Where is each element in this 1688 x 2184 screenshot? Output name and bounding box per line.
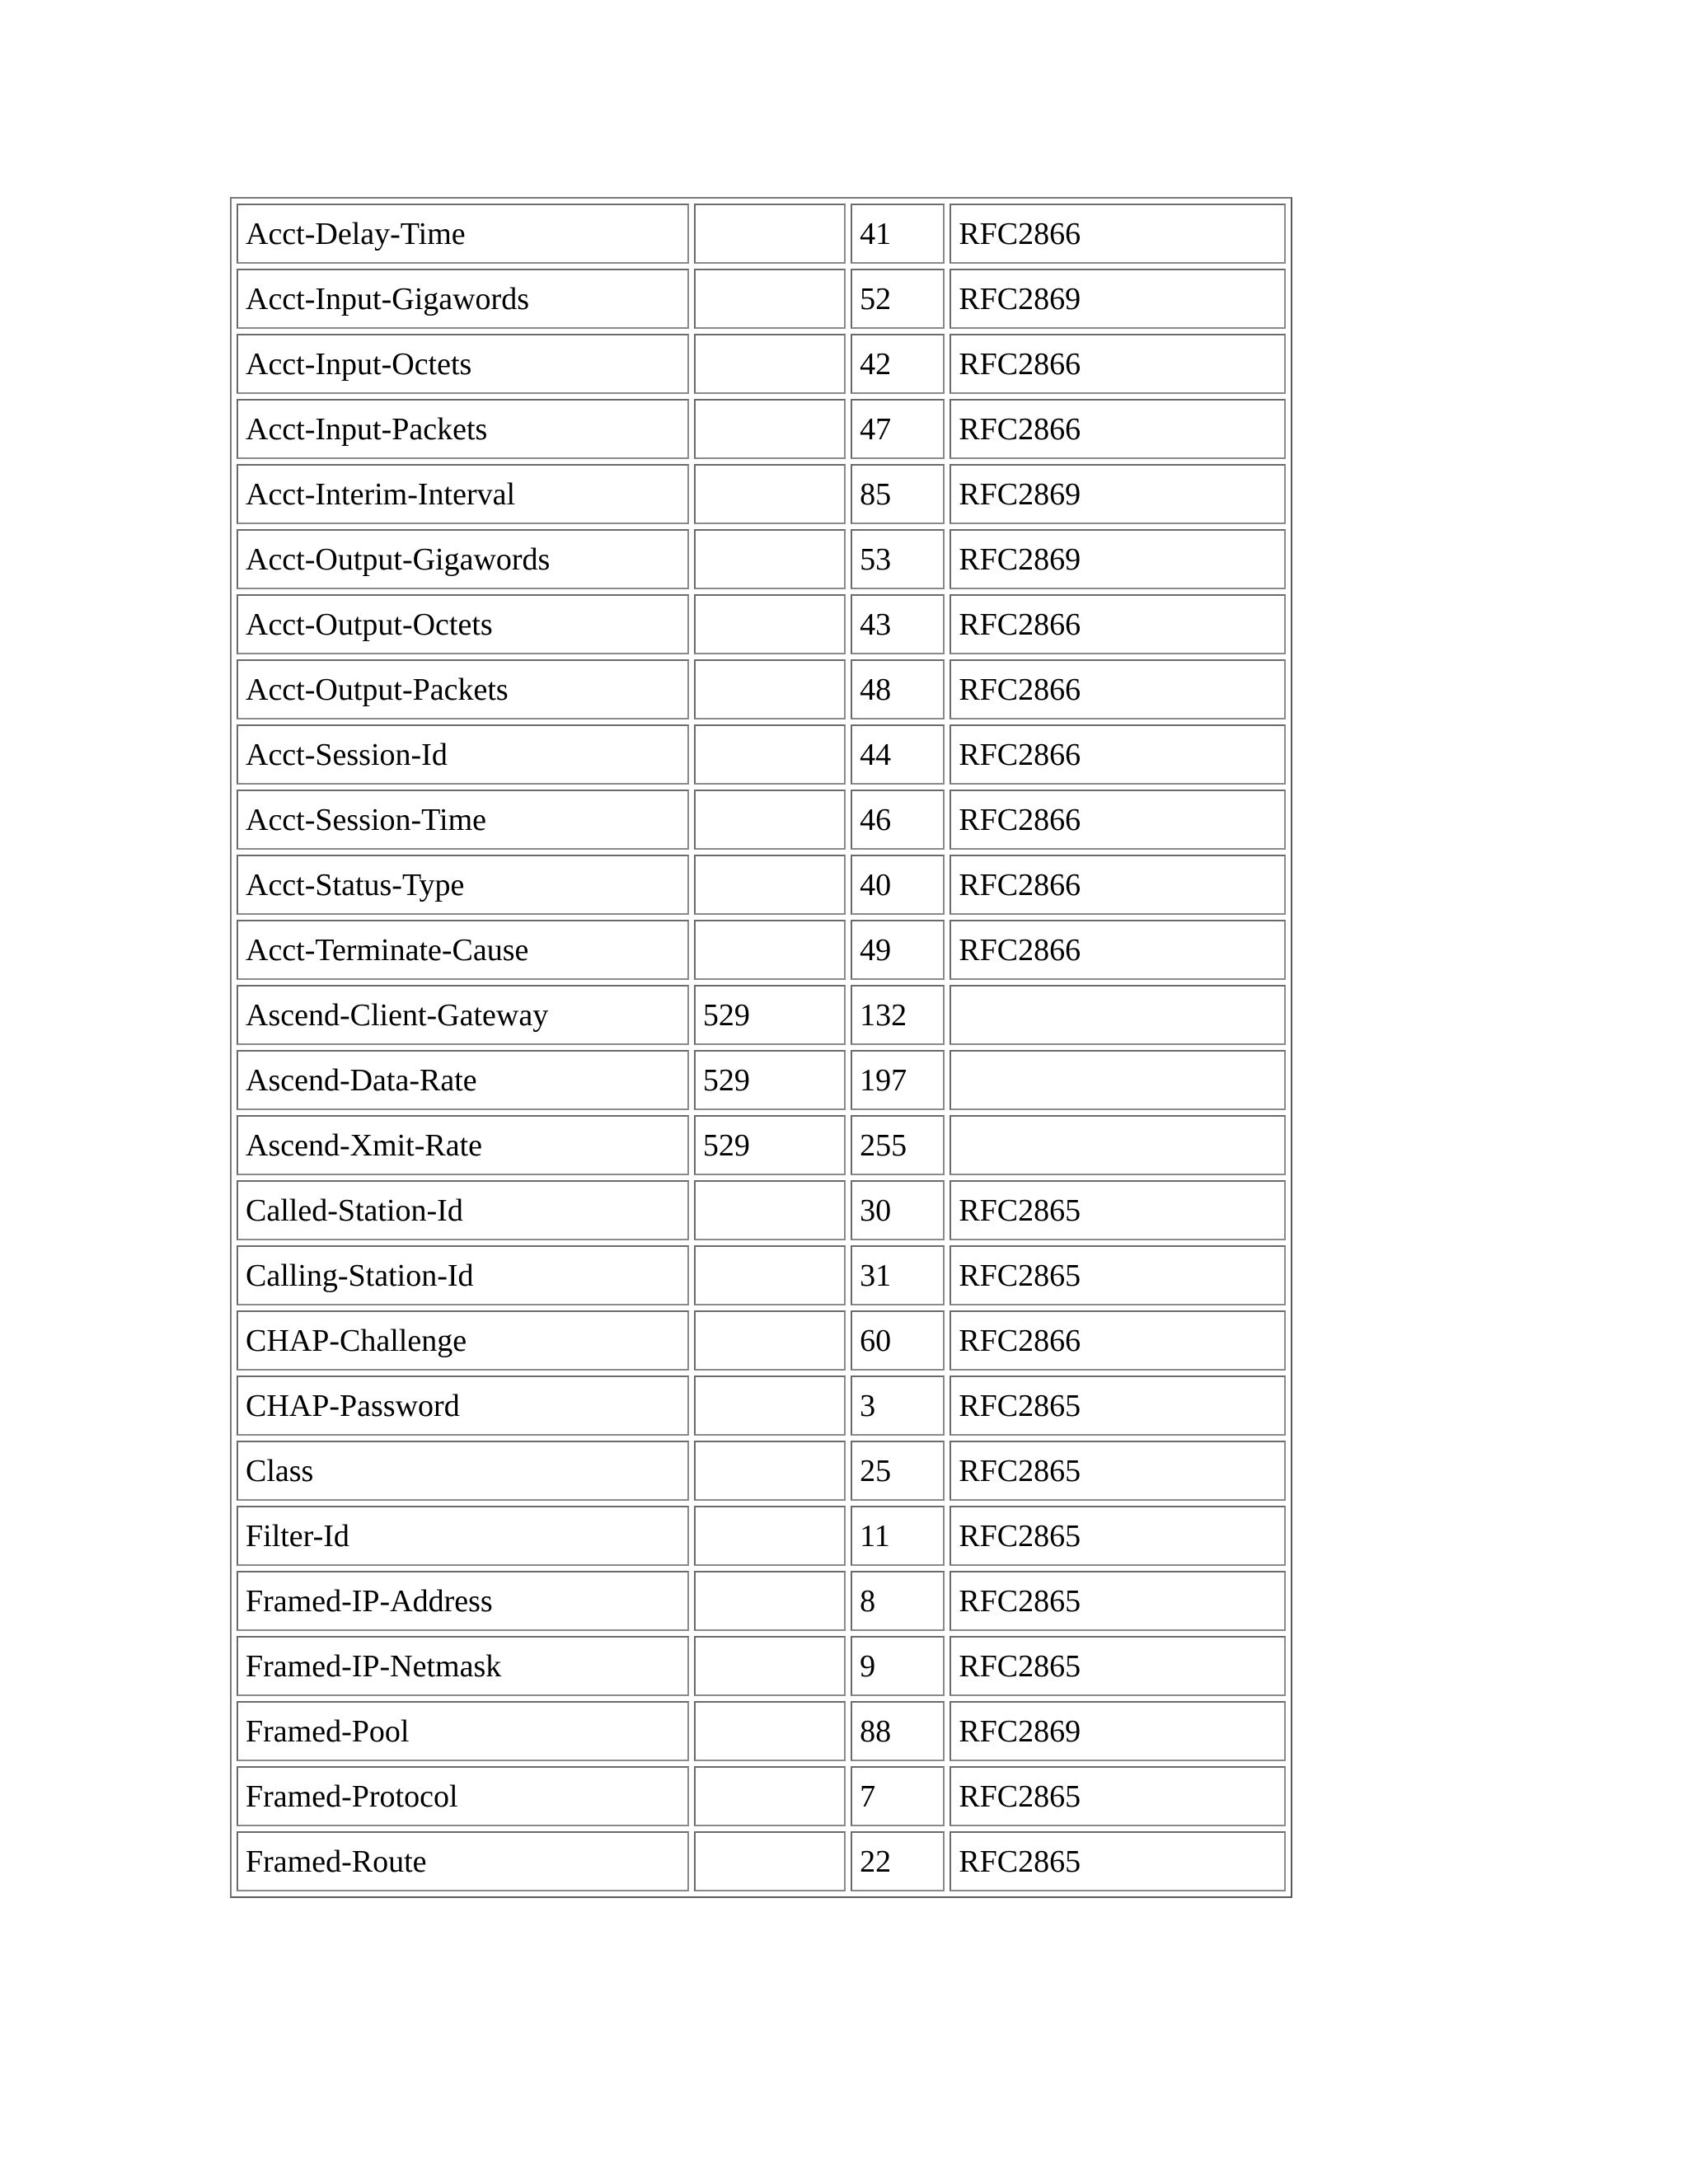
vendor-id-cell	[694, 399, 846, 459]
attribute-code-cell: 46	[851, 790, 945, 850]
rfc-reference-cell: RFC2865	[950, 1831, 1286, 1891]
vendor-id-cell	[694, 1506, 846, 1566]
vendor-id-cell: 529	[694, 1115, 846, 1175]
attribute-name-cell: Acct-Output-Gigawords	[237, 529, 689, 589]
vendor-id-cell	[694, 1245, 846, 1305]
table-row	[237, 790, 1286, 850]
vendor-id-cell	[694, 920, 846, 980]
table-row	[237, 1571, 1286, 1631]
attribute-name-cell: Acct-Interim-Interval	[237, 464, 689, 524]
attribute-name-cell: Framed-Pool	[237, 1701, 689, 1761]
attribute-code-cell: 53	[851, 529, 945, 589]
table-row	[237, 1180, 1286, 1240]
rfc-reference-cell: RFC2865	[950, 1180, 1286, 1240]
attribute-code-cell: 44	[851, 724, 945, 785]
vendor-id-cell	[694, 1636, 846, 1696]
attribute-code-cell: 255	[851, 1115, 945, 1175]
attribute-name-cell: Framed-Route	[237, 1831, 689, 1891]
rfc-reference-cell: RFC2866	[950, 920, 1286, 980]
attribute-name-cell: CHAP-Password	[237, 1376, 689, 1436]
vendor-id-cell	[694, 790, 846, 850]
table-row	[237, 1245, 1286, 1305]
attribute-code-cell: 9	[851, 1636, 945, 1696]
attribute-name-cell: Acct-Delay-Time	[237, 204, 689, 264]
rfc-reference-cell: RFC2866	[950, 399, 1286, 459]
rfc-reference-cell: RFC2865	[950, 1441, 1286, 1501]
attribute-name-cell: Ascend-Client-Gateway	[237, 985, 689, 1045]
attribute-name-cell: Filter-Id	[237, 1506, 689, 1566]
table-row	[237, 594, 1286, 654]
attribute-name-cell: Acct-Session-Time	[237, 790, 689, 850]
table-row	[237, 1376, 1286, 1436]
table-row	[237, 1701, 1286, 1761]
attribute-name-cell: Acct-Session-Id	[237, 724, 689, 785]
rfc-reference-cell: RFC2866	[950, 659, 1286, 719]
attribute-code-cell: 40	[851, 855, 945, 915]
vendor-id-cell	[694, 204, 846, 264]
attribute-name-cell: Acct-Output-Packets	[237, 659, 689, 719]
table-row	[237, 1506, 1286, 1566]
attribute-name-cell: Class	[237, 1441, 689, 1501]
table-row	[237, 724, 1286, 785]
attribute-code-cell: 197	[851, 1050, 945, 1110]
vendor-id-cell	[694, 269, 846, 329]
table-row	[237, 1115, 1286, 1175]
rfc-reference-cell: RFC2866	[950, 724, 1286, 785]
table-row	[237, 1831, 1286, 1891]
vendor-id-cell: 529	[694, 985, 846, 1045]
attribute-code-cell: 8	[851, 1571, 945, 1631]
rfc-reference-cell	[950, 1050, 1286, 1110]
attribute-code-cell: 48	[851, 659, 945, 719]
vendor-id-cell: 529	[694, 1050, 846, 1110]
table-row	[237, 985, 1286, 1045]
table-row	[237, 855, 1286, 915]
attribute-table-body	[237, 204, 1286, 1891]
attribute-name-cell: Acct-Status-Type	[237, 855, 689, 915]
attribute-code-cell: 31	[851, 1245, 945, 1305]
attribute-name-cell: Framed-Protocol	[237, 1766, 689, 1826]
attribute-code-cell: 47	[851, 399, 945, 459]
table-row	[237, 204, 1286, 264]
table-row	[237, 659, 1286, 719]
rfc-reference-cell: RFC2865	[950, 1571, 1286, 1631]
vendor-id-cell	[694, 464, 846, 524]
vendor-id-cell	[694, 1766, 846, 1826]
attribute-code-cell: 49	[851, 920, 945, 980]
rfc-reference-cell: RFC2865	[950, 1636, 1286, 1696]
vendor-id-cell	[694, 1571, 846, 1631]
rfc-reference-cell: RFC2866	[950, 334, 1286, 394]
rfc-reference-cell: RFC2869	[950, 464, 1286, 524]
attribute-name-cell: Acct-Terminate-Cause	[237, 920, 689, 980]
attribute-code-cell: 11	[851, 1506, 945, 1566]
vendor-id-cell	[694, 659, 846, 719]
vendor-id-cell	[694, 1831, 846, 1891]
rfc-reference-cell: RFC2869	[950, 1701, 1286, 1761]
vendor-id-cell	[694, 855, 846, 915]
rfc-reference-cell: RFC2869	[950, 269, 1286, 329]
rfc-reference-cell	[950, 1115, 1286, 1175]
rfc-reference-cell: RFC2866	[950, 594, 1286, 654]
vendor-id-cell	[694, 594, 846, 654]
attribute-name-cell: Acct-Output-Octets	[237, 594, 689, 654]
attribute-code-cell: 7	[851, 1766, 945, 1826]
table-row	[237, 464, 1286, 524]
attribute-code-cell: 25	[851, 1441, 945, 1501]
attribute-name-cell: Acct-Input-Octets	[237, 334, 689, 394]
table-row	[237, 269, 1286, 329]
rfc-reference-cell: RFC2866	[950, 855, 1286, 915]
rfc-reference-cell: RFC2865	[950, 1506, 1286, 1566]
rfc-reference-cell: RFC2866	[950, 790, 1286, 850]
attribute-code-cell: 52	[851, 269, 945, 329]
attribute-code-cell: 22	[851, 1831, 945, 1891]
table-row	[237, 399, 1286, 459]
vendor-id-cell	[694, 1441, 846, 1501]
attribute-code-cell: 30	[851, 1180, 945, 1240]
attribute-name-cell: Acct-Input-Packets	[237, 399, 689, 459]
attribute-code-cell: 43	[851, 594, 945, 654]
rfc-reference-cell: RFC2866	[950, 1310, 1286, 1371]
rfc-reference-cell	[950, 985, 1286, 1045]
table-row	[237, 1636, 1286, 1696]
attribute-code-cell: 3	[851, 1376, 945, 1436]
vendor-id-cell	[694, 1701, 846, 1761]
vendor-id-cell	[694, 1180, 846, 1240]
vendor-id-cell	[694, 724, 846, 785]
vendor-id-cell	[694, 1376, 846, 1436]
rfc-reference-cell: RFC2865	[950, 1245, 1286, 1305]
attribute-name-cell: CHAP-Challenge	[237, 1310, 689, 1371]
table-row	[237, 334, 1286, 394]
attribute-name-cell: Framed-IP-Address	[237, 1571, 689, 1631]
attribute-code-cell: 42	[851, 334, 945, 394]
attribute-name-cell: Acct-Input-Gigawords	[237, 269, 689, 329]
rfc-reference-cell: RFC2865	[950, 1376, 1286, 1436]
attribute-code-cell: 88	[851, 1701, 945, 1761]
attribute-name-cell: Called-Station-Id	[237, 1180, 689, 1240]
rfc-reference-cell: RFC2866	[950, 204, 1286, 264]
vendor-id-cell	[694, 334, 846, 394]
table-row	[237, 920, 1286, 980]
table-row	[237, 1766, 1286, 1826]
attribute-name-cell: Ascend-Data-Rate	[237, 1050, 689, 1110]
attribute-name-cell: Framed-IP-Netmask	[237, 1636, 689, 1696]
table-row	[237, 1441, 1286, 1501]
vendor-id-cell	[694, 529, 846, 589]
table-row	[237, 1310, 1286, 1371]
table-row	[237, 529, 1286, 589]
vendor-id-cell	[694, 1310, 846, 1371]
attribute-code-cell: 60	[851, 1310, 945, 1371]
rfc-reference-cell: RFC2865	[950, 1766, 1286, 1826]
attribute-table	[230, 197, 1292, 1898]
attribute-code-cell: 132	[851, 985, 945, 1045]
attribute-code-cell: 41	[851, 204, 945, 264]
table-row	[237, 1050, 1286, 1110]
attribute-code-cell: 85	[851, 464, 945, 524]
attribute-name-cell: Ascend-Xmit-Rate	[237, 1115, 689, 1175]
rfc-reference-cell: RFC2869	[950, 529, 1286, 589]
attribute-name-cell: Calling-Station-Id	[237, 1245, 689, 1305]
